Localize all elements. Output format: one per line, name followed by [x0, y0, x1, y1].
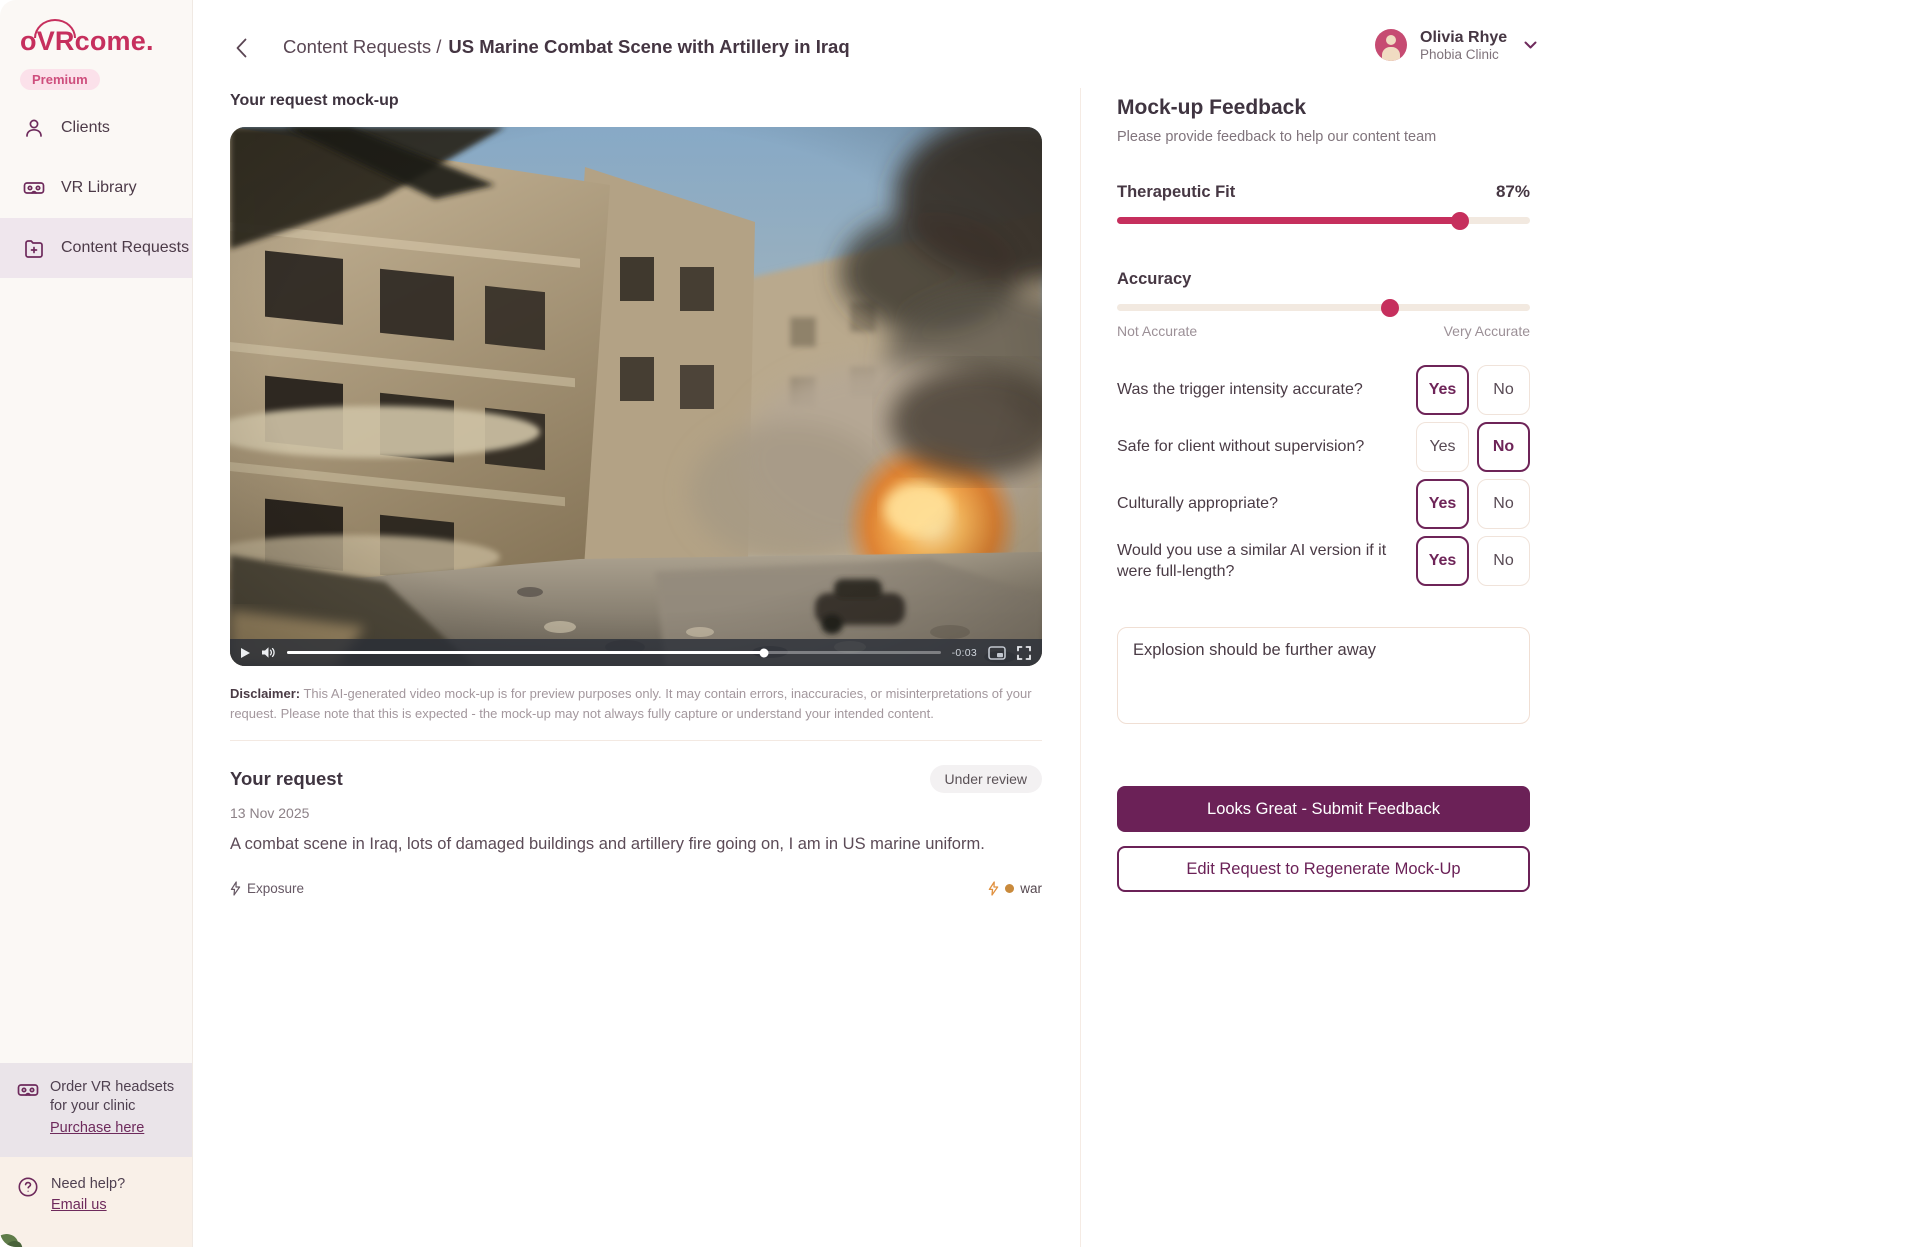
breadcrumb: [283, 36, 850, 58]
exposure-tag: [230, 881, 304, 896]
help-text: [51, 1175, 125, 1247]
person-icon: [22, 116, 46, 140]
question-label: Safe for client without supervision?: [1117, 438, 1365, 456]
question-label: Would you use a similar AI version if it were full-length?: [1117, 541, 1387, 580]
promo-text: [50, 1078, 174, 1157]
panel-divider: [1080, 88, 1081, 1247]
progress-fill: [287, 651, 764, 654]
accuracy-slider[interactable]: [1117, 304, 1530, 311]
sidebar-item-label: VR Library: [61, 179, 137, 196]
accuracy-endpoints: [1117, 323, 1530, 339]
folder-plus-icon: [22, 236, 46, 260]
request-tags: [230, 881, 1042, 896]
play-button[interactable]: [241, 648, 250, 658]
no-button[interactable]: No: [1477, 422, 1530, 472]
topbar: [193, 0, 1920, 86]
progress-handle[interactable]: [760, 648, 769, 657]
video-player[interactable]: [230, 127, 1042, 666]
logo-vr-arc: VR: [36, 26, 75, 56]
purchase-link[interactable]: Purchase here: [50, 1119, 145, 1136]
question-row: [1117, 536, 1530, 586]
app-logo: [20, 26, 192, 57]
request-text: A combat scene in Iraq, lots of damaged buildings and artillery fire going on, I am in US marine uniform.: [230, 834, 985, 853]
user-info: [1420, 28, 1507, 62]
section-divider: [230, 740, 1042, 741]
feedback-subheading: Please provide feedback to help our content team: [1117, 129, 1437, 145]
page-title: US Marine Combat Scene with Artillery in Iraq: [448, 36, 850, 57]
disclaimer-text: Disclaimer: This AI-generated video mock-up is for preview purposes only. It may contain errors, inaccuracies, or misinterpretations of your request. Please note that this is expected - the mock-up may not always fully capture or understand your intended content.: [230, 686, 1032, 722]
slider-fill: [1117, 217, 1460, 224]
user-menu[interactable]: [1375, 28, 1537, 62]
feedback-heading: Mock-up Feedback: [1117, 96, 1307, 119]
mockup-section: [230, 92, 1042, 896]
sidebar-nav: [0, 98, 192, 278]
user-org: Phobia Clinic: [1420, 47, 1499, 63]
no-button[interactable]: No: [1477, 536, 1530, 586]
chevron-left-icon: [236, 38, 247, 58]
yes-button[interactable]: Yes: [1416, 479, 1469, 529]
back-button[interactable]: [230, 36, 252, 60]
premium-badge: Premium: [20, 69, 100, 90]
lightning-icon: [230, 881, 241, 896]
picture-in-picture-icon[interactable]: [988, 646, 1006, 660]
accuracy-label: Accuracy: [1117, 270, 1192, 288]
feedback-comment-input[interactable]: [1117, 627, 1530, 724]
promo-line: for your clinic: [50, 1098, 136, 1115]
tag-label: Exposure: [247, 880, 305, 896]
question-label: Was the trigger intensity accurate?: [1117, 381, 1363, 399]
sidebar-item-label: Clients: [61, 119, 110, 136]
lightning-icon: [988, 881, 999, 896]
help-section: [0, 1157, 192, 1247]
vr-headset-icon: [22, 176, 46, 200]
sidebar: [0, 0, 193, 1247]
therapeutic-fit-row: [1117, 182, 1530, 202]
request-heading: Your request: [230, 767, 343, 789]
mockup-label: Your request mock-up: [230, 92, 399, 109]
headset-promo: [0, 1063, 192, 1157]
yes-button[interactable]: Yes: [1416, 422, 1469, 472]
logo-text: come.: [74, 26, 154, 56]
email-us-link[interactable]: Email us: [51, 1197, 107, 1214]
vr-headset-icon: [16, 1078, 40, 1102]
no-button[interactable]: No: [1477, 365, 1530, 415]
help-title: Need help?: [51, 1176, 126, 1192]
therapeutic-fit-label: Therapeutic Fit: [1117, 183, 1236, 201]
yes-button[interactable]: Yes: [1416, 365, 1469, 415]
avatar: [1375, 29, 1407, 61]
question-label: Culturally appropriate?: [1117, 495, 1278, 513]
feedback-panel: [1117, 96, 1530, 892]
promo-line: Order VR headsets: [50, 1079, 175, 1095]
volume-icon[interactable]: [261, 646, 276, 659]
question-row: [1117, 365, 1530, 415]
sidebar-item-label: Content Requests: [61, 239, 190, 256]
edit-request-button[interactable]: Edit Request to Regenerate Mock-Up: [1117, 846, 1530, 892]
tag-label: war: [1020, 880, 1042, 896]
war-scene-video-frame: [230, 127, 1042, 666]
war-tag: [988, 881, 1042, 896]
slider-handle[interactable]: [1381, 299, 1399, 317]
question-circle-icon: [16, 1175, 40, 1199]
war-dot-icon: [1005, 884, 1014, 893]
sidebar-item-vr-library[interactable]: [0, 158, 192, 218]
therapeutic-fit-value: 87%: [1495, 182, 1530, 201]
plant-decoration: [0, 1226, 26, 1247]
question-row: [1117, 479, 1530, 529]
sidebar-item-clients[interactable]: [0, 98, 192, 158]
time-remaining: -0:03: [951, 646, 977, 659]
feedback-questions: [1117, 365, 1530, 586]
request-date: 13 Nov 2025: [230, 804, 310, 821]
submit-feedback-button[interactable]: Looks Great - Submit Feedback: [1117, 786, 1530, 832]
disclaimer-label: Disclaimer:: [230, 686, 301, 701]
no-button[interactable]: No: [1477, 479, 1530, 529]
status-badge: Under review: [930, 765, 1042, 793]
yes-button[interactable]: Yes: [1416, 536, 1469, 586]
fullscreen-icon[interactable]: [1017, 646, 1031, 660]
video-controls: [230, 639, 1042, 666]
accuracy-min-label: Not Accurate: [1117, 323, 1198, 339]
slider-handle[interactable]: [1451, 212, 1469, 230]
sidebar-item-content-requests[interactable]: [0, 218, 192, 278]
chevron-down-icon: [1524, 36, 1537, 54]
therapeutic-fit-slider[interactable]: [1117, 217, 1530, 224]
sidebar-footer: [0, 1063, 192, 1247]
accuracy-max-label: Very Accurate: [1443, 323, 1530, 339]
question-row: [1117, 422, 1530, 472]
breadcrumb-section[interactable]: Content Requests /: [283, 36, 442, 57]
video-progress-bar[interactable]: [287, 651, 941, 654]
logo-text: o: [20, 26, 37, 56]
request-header: [230, 765, 1042, 793]
user-name: Olivia Rhye: [1420, 29, 1508, 46]
